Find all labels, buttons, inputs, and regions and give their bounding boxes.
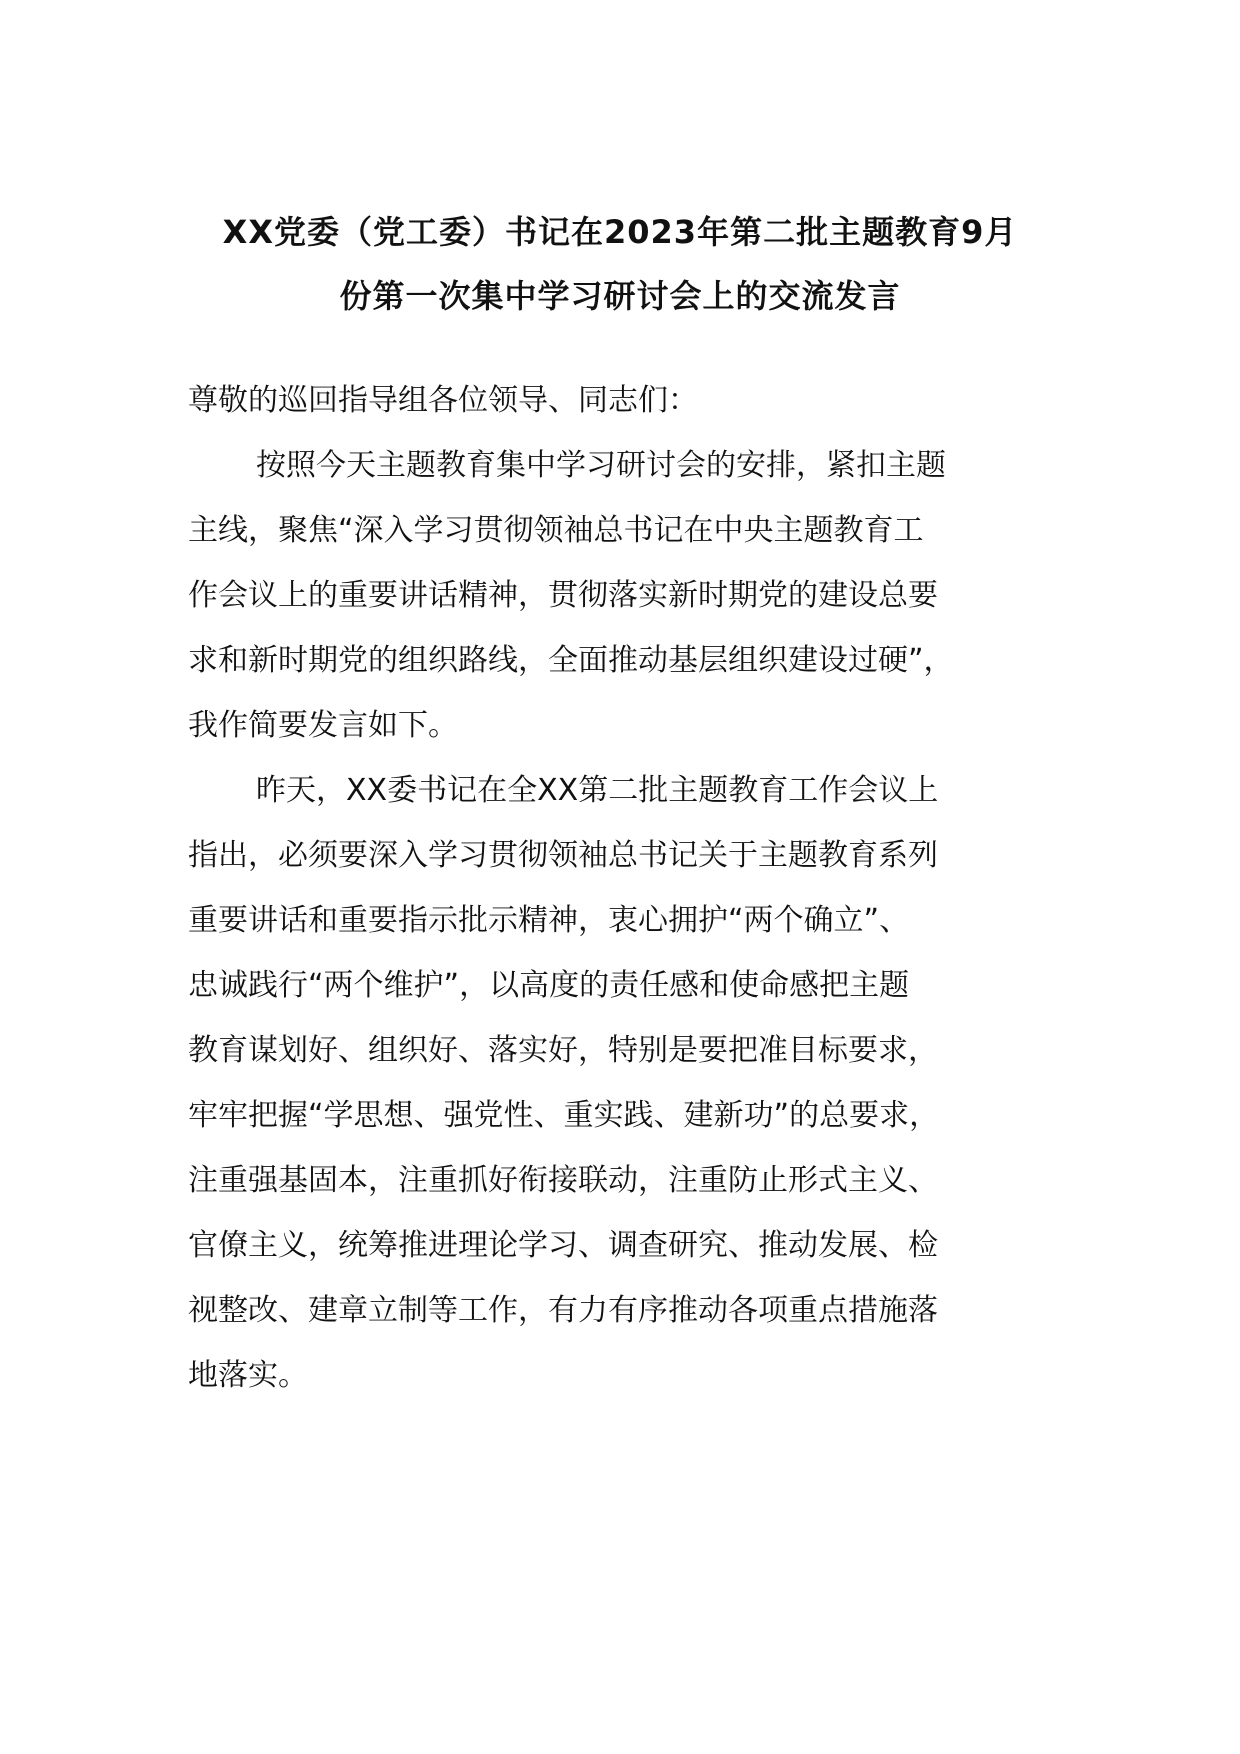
paragraph-line: 官僚主义，统筹推进理论学习、调查研究、推动发展、检	[188, 1228, 938, 1263]
paragraph-line: 主线，聚焦“深入学习贯彻领袖总书记在中央主题教育工	[188, 513, 924, 548]
paragraph-line: 求和新时期党的组织路线，全面推动基层组织建设过硬”，	[188, 643, 954, 678]
paragraph-line: 注重强基固本，注重抓好衔接联动，注重防止形式主义、	[188, 1163, 938, 1198]
title-line-2: 份第一次集中学习研讨会上的交流发言	[339, 277, 901, 315]
paragraph-line: 我作简要发言如下。	[188, 708, 458, 743]
paragraph-line: 昨天，XX委书记在全XX第二批主题教育工作会议上	[256, 773, 939, 808]
paragraph-line: 按照今天主题教育集中学习研讨会的安排，紧扣主题	[256, 448, 946, 483]
title-line-1: XX党委（党工委）书记在2023年第二批主题教育9月	[222, 213, 1018, 251]
paragraph-line: 作会议上的重要讲话精神，贯彻落实新时期党的建设总要	[188, 578, 938, 613]
paragraph-line: 重要讲话和重要指示批示精神，衷心拥护“两个确立”、	[188, 903, 910, 938]
paragraph-line: 忠诚践行“两个维护”，以高度的责任感和使命感把主题	[188, 968, 910, 1003]
paragraph-line: 地落实。	[188, 1358, 308, 1393]
paragraph-2	[188, 758, 1058, 1408]
document-body	[188, 368, 1058, 1408]
salutation: 尊敬的巡回指导组各位领导、同志们：	[188, 383, 698, 418]
paragraph-line: 牢牢把握“学思想、强党性、重实践、建新功”的总要求，	[188, 1098, 940, 1133]
paragraph-1	[188, 433, 1058, 758]
paragraph-line: 视整改、建章立制等工作，有力有序推动各项重点措施落	[188, 1293, 938, 1328]
paragraph-line: 指出，必须要深入学习贯彻领袖总书记关于主题教育系列	[188, 838, 938, 873]
document-title	[180, 200, 1060, 328]
paragraph-line: 教育谋划好、组织好、落实好，特别是要把准目标要求，	[188, 1033, 938, 1068]
